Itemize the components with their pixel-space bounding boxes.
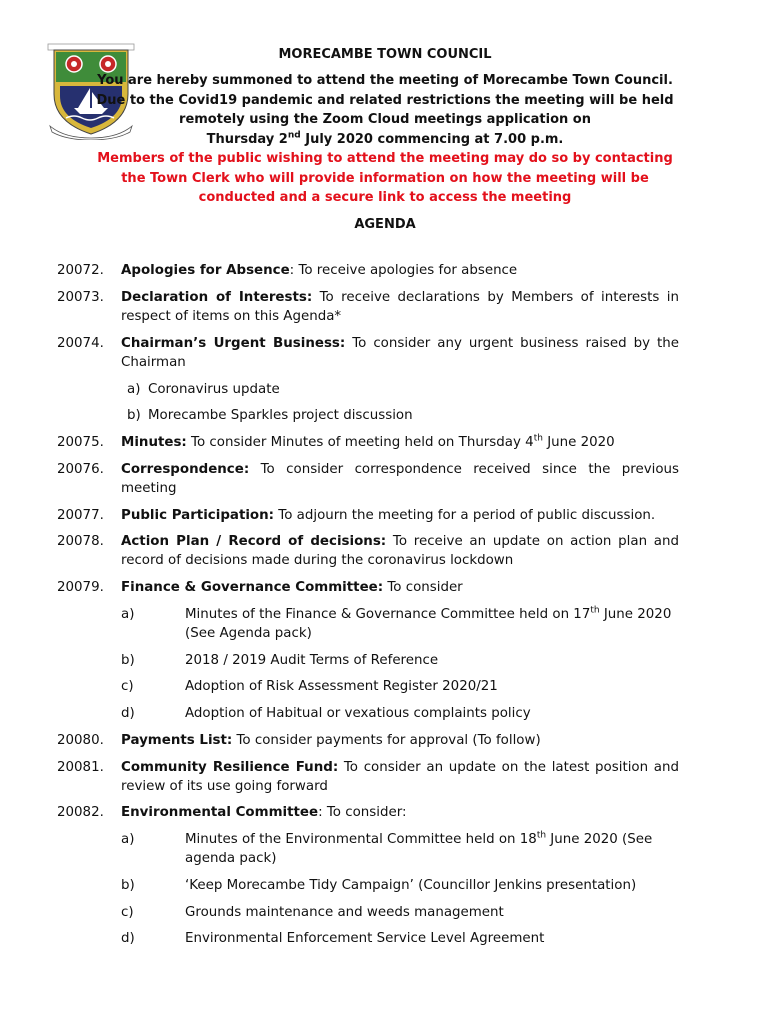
agenda-item: [57, 460, 679, 498]
subitem-text-main: Minutes of the Environmental Committee held on 18: [185, 832, 537, 848]
agenda-subitem: [57, 380, 679, 399]
agenda-item-desc: To receive declarations by Members of interests in respect of items on this Agenda*: [121, 289, 680, 324]
agenda-item-text: [121, 731, 679, 750]
agenda-item-number: 20075.: [57, 434, 104, 450]
subitem-letter: d): [121, 706, 135, 722]
agenda-item-number: 20079.: [57, 580, 104, 596]
agenda-item: [57, 288, 679, 326]
agenda-item-text: [121, 288, 679, 326]
agenda-item-number: 20073.: [57, 289, 104, 305]
agenda-item-desc: To consider: [383, 580, 463, 596]
agenda-item: [57, 731, 679, 750]
agenda-item-title: Finance & Governance Committee:: [121, 580, 384, 596]
subitem-sup: th: [590, 605, 600, 616]
agenda-item-number: 20078.: [57, 534, 104, 550]
subitem-letter: a): [127, 381, 141, 397]
agenda-list: [57, 261, 679, 956]
agenda-subitem: [57, 903, 679, 922]
agenda-item: [57, 578, 679, 597]
agenda-subitem: [57, 830, 679, 868]
agenda-item: [57, 506, 679, 525]
agenda-item-number: 20077.: [57, 507, 104, 523]
agenda-title: AGENDA: [354, 216, 416, 232]
subitem-text-main: Minutes of the Finance & Governance Committee held on 17: [185, 606, 591, 622]
subitem-letter: a): [121, 832, 135, 848]
agenda-subitem: [57, 876, 679, 895]
agenda-item-title: Minutes:: [121, 434, 187, 450]
agenda-item-text: [121, 532, 679, 570]
agenda-item-desc: To adjourn the meeting for a period of public discussion.: [274, 507, 656, 523]
agenda-item-title: Community Resilience Fund:: [121, 759, 339, 775]
subitem-letter: b): [121, 878, 135, 894]
agenda-item: [57, 433, 679, 452]
agenda-item-desc: To consider Minutes of meeting held on Thursday 4: [186, 434, 534, 450]
agenda-item-desc: : To consider:: [318, 805, 407, 821]
agenda-subitem: [57, 651, 679, 670]
meeting-date-suffix: July 2020 commencing at 7.00 p.m.: [300, 131, 564, 147]
subitem-text: Adoption of Risk Assessment Register 2020/21: [185, 679, 498, 695]
agenda-subitem: [57, 406, 679, 425]
public-notice: Members of the public wishing to attend the meeting may do so by contacting the Town Clerk who will provide information on how the meeting will be conducted and a secure link to access the meeting: [97, 151, 673, 205]
subitem-sup: th: [536, 830, 547, 841]
subitem-text-after: June 2020 (See Agenda pack): [185, 606, 672, 642]
agenda-item: [57, 803, 679, 822]
agenda-item-number: 20076.: [57, 461, 104, 477]
agenda-item-title: Public Participation:: [121, 507, 275, 523]
agenda-item-number: 20082.: [57, 805, 104, 821]
subitem-text: [185, 832, 652, 866]
agenda-item-sup: th: [533, 433, 543, 444]
agenda-item-text: [121, 460, 679, 498]
agenda-item-desc: To consider payments for approval (To follow): [232, 732, 541, 748]
agenda-item-title: Correspondence:: [121, 461, 250, 477]
subitem-text-after: June 2020 (See agenda pack): [185, 832, 653, 867]
agenda-item-title: Declaration of Interests:: [121, 289, 313, 305]
meeting-date-prefix: Thursday 2: [206, 131, 288, 147]
subitem-text: Coronavirus update: [148, 381, 280, 397]
agenda-item-desc: To receive an update on action plan and record of decisions made during the coronavirus lockdown: [121, 534, 679, 569]
agenda-subitem: [57, 605, 679, 643]
subitem-letter: d): [121, 931, 135, 947]
subitem-letter: b): [127, 408, 141, 424]
agenda-item-text: [121, 758, 679, 796]
agenda-item-text: [121, 334, 679, 372]
agenda-item: [57, 758, 679, 796]
agenda-item-title: Action Plan / Record of decisions:: [121, 534, 387, 550]
agenda-item-number: 20081.: [57, 759, 104, 775]
subitem-letter: c): [121, 904, 134, 920]
subitem-text: Adoption of Habitual or vexatious complaints policy: [185, 706, 531, 722]
subitem-text: ‘Keep Morecambe Tidy Campaign’ (Councillor Jenkins presentation): [185, 878, 637, 894]
agenda-item-number: 20080.: [57, 732, 104, 748]
subitem-text: Grounds maintenance and weeds management: [185, 904, 504, 920]
agenda-item-text: [121, 506, 679, 525]
agenda-item-text: [121, 578, 679, 597]
agenda-item-text: [121, 433, 679, 452]
agenda-subitem: [57, 929, 679, 948]
agenda-subitem: [57, 704, 679, 723]
agenda-item: [57, 261, 679, 280]
agenda-item-desc: To consider any urgent business raised by the Chairman: [121, 335, 679, 370]
agenda-item-number: 20074.: [57, 335, 104, 351]
agenda-item-desc: : To receive apologies for absence: [289, 263, 518, 278]
agenda-item-desc: To consider an update on the latest position and review of its use going forward: [121, 759, 679, 794]
subitem-letter: a): [121, 606, 135, 622]
agenda-item-number: 20072.: [57, 263, 104, 278]
meeting-date: [90, 130, 680, 150]
agenda-subitem: [57, 677, 679, 696]
agenda-item-title: Chairman’s Urgent Business:: [121, 335, 346, 351]
summons-text: You are hereby summoned to attend the meeting of Morecambe Town Council. Due to the Covid19 pandemic and related restrictions the meeting will be held remotely using the Zoom Cloud meetings application on: [96, 73, 674, 127]
agenda-item-title: Payments List:: [121, 732, 233, 748]
subitem-text: [185, 607, 671, 641]
agenda-item-desc-after: June 2020: [542, 434, 615, 450]
meeting-header: [90, 45, 680, 234]
agenda-item: [57, 334, 679, 372]
council-title: MORECAMBE TOWN COUNCIL: [278, 47, 492, 62]
subitem-letter: b): [121, 652, 135, 668]
agenda-item-title: Apologies for Absence: [121, 263, 290, 278]
subitem-text: Environmental Enforcement Service Level Agreement: [185, 931, 545, 947]
subitem-letter: c): [121, 679, 134, 695]
agenda-item-title: Environmental Committee: [121, 805, 319, 821]
agenda-item-desc: To consider correspondence received since the previous meeting: [121, 461, 679, 496]
subitem-text: 2018 / 2019 Audit Terms of Reference: [185, 652, 439, 668]
meeting-date-sup: nd: [287, 130, 301, 141]
agenda-item-text: [121, 261, 679, 280]
agenda-item-text: [121, 803, 679, 822]
agenda-item: [57, 532, 679, 570]
subitem-text: Morecambe Sparkles project discussion: [148, 408, 413, 424]
